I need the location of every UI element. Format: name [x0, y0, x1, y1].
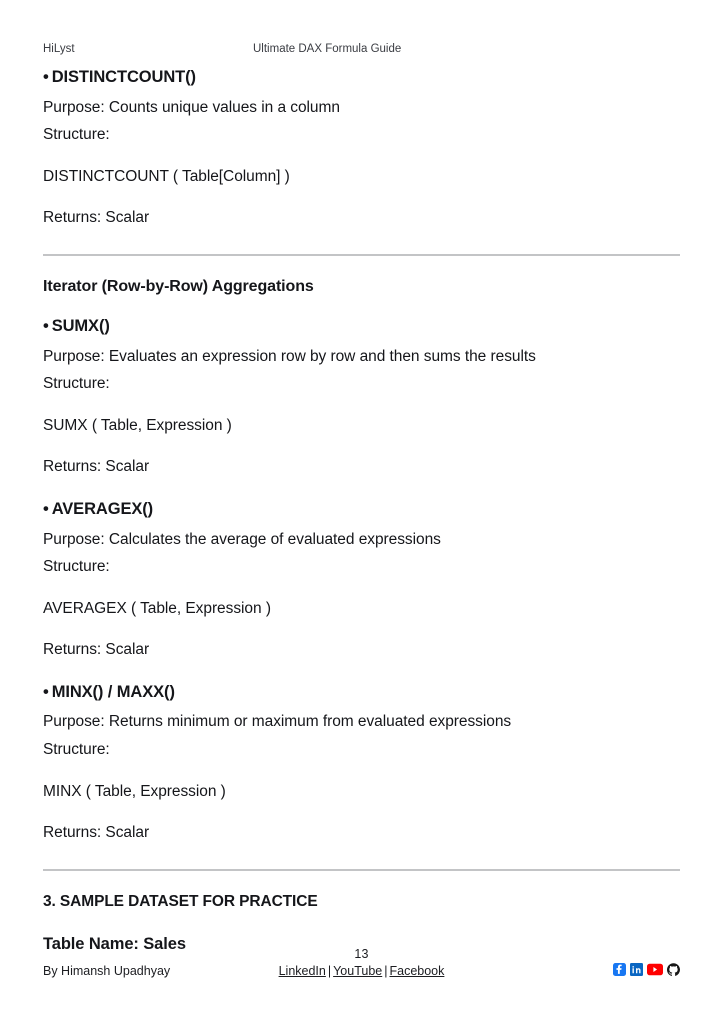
- document-footer: [43, 936, 680, 978]
- function-syntax-line: MINX ( Table, Expression ): [43, 782, 226, 800]
- footer-link-linkedin[interactable]: LinkedIn: [278, 964, 326, 978]
- function-block-minx-maxx: [43, 682, 680, 847]
- function-name-label: DISTINCTCOUNT(): [51, 68, 196, 86]
- function-name-label: AVERAGEX(): [51, 499, 154, 518]
- header-brand: HiLyst: [43, 43, 75, 55]
- function-returns-line: Returns: Scalar: [43, 458, 150, 476]
- bullet-icon: •: [43, 68, 49, 86]
- function-name-label: MINX() / MAXX(): [51, 682, 175, 701]
- section-heading-iterator: Iterator (Row-by-Row) Aggregations: [43, 277, 314, 295]
- function-returns-line: Returns: Scalar: [43, 824, 150, 842]
- footer-author: By Himansh Upadhyay: [43, 964, 171, 978]
- function-purpose-line: Purpose: Evaluates an expression row by row and then sums the results: [43, 347, 536, 365]
- section-heading-sample-dataset: 3. SAMPLE DATASET FOR PRACTICE: [43, 892, 318, 910]
- function-syntax-line: DISTINCTCOUNT ( Table[Column] ): [43, 167, 290, 185]
- function-purpose-line: Purpose: Calculates the average of evaluated expressions: [43, 530, 441, 548]
- page-number: 13: [354, 947, 369, 961]
- function-title-minx-maxx: [43, 682, 680, 703]
- facebook-icon[interactable]: [613, 963, 626, 976]
- function-block-sumx: [43, 316, 680, 481]
- youtube-icon[interactable]: [647, 963, 663, 976]
- document-header: [43, 43, 680, 63]
- bullet-icon: •: [43, 682, 49, 701]
- footer-link-separator: |: [327, 964, 332, 978]
- github-icon[interactable]: [667, 963, 680, 976]
- header-title: Ultimate DAX Formula Guide: [253, 43, 402, 55]
- function-syntax-line: AVERAGEX ( Table, Expression ): [43, 599, 271, 617]
- social-icon-group: [613, 963, 680, 976]
- footer-link-youtube[interactable]: YouTube: [333, 964, 383, 978]
- section-divider-top: [43, 254, 680, 256]
- footer-center-group: [43, 947, 680, 978]
- function-purpose-line: Purpose: Counts unique values in a column: [43, 98, 340, 116]
- footer-link-separator: |: [384, 964, 388, 978]
- function-structure-label: Structure:: [43, 126, 110, 144]
- function-name-label: SUMX(): [51, 316, 110, 335]
- function-title-distinctcount: [43, 67, 680, 88]
- function-syntax-line: SUMX ( Table, Expression ): [43, 416, 232, 434]
- bullet-icon: •: [43, 499, 49, 518]
- footer-links: [43, 964, 680, 978]
- table-name-heading: Table Name: Sales: [43, 934, 186, 953]
- footer-link-facebook[interactable]: Facebook: [389, 964, 445, 978]
- function-block-distinctcount: [43, 67, 680, 232]
- function-returns-line: Returns: Scalar: [43, 641, 150, 659]
- function-title-sumx: [43, 316, 680, 337]
- function-block-averagex: [43, 499, 680, 664]
- function-structure-label: Structure:: [43, 741, 110, 759]
- function-purpose-line: Purpose: Returns minimum or maximum from evaluated expressions: [43, 713, 512, 731]
- function-returns-line: Returns: Scalar: [43, 209, 150, 227]
- section-divider-bottom: [43, 869, 680, 871]
- function-structure-label: Structure:: [43, 558, 110, 576]
- function-title-averagex: [43, 499, 680, 520]
- bullet-icon: •: [43, 316, 49, 335]
- linkedin-icon[interactable]: [630, 963, 643, 976]
- function-structure-label: Structure:: [43, 375, 110, 393]
